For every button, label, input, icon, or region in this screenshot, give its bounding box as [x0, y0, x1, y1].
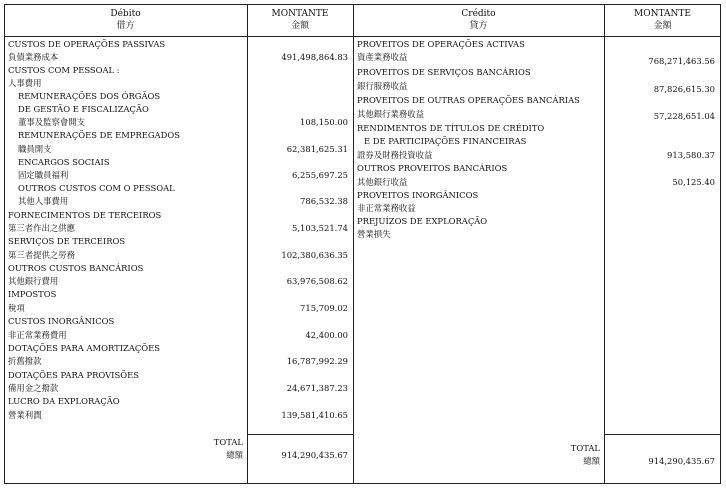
- credit-line: E DE PARTICIPAÇÕES FINANCEIRAS: [364, 136, 527, 146]
- debit-amount: 63,976,508.62: [286, 276, 348, 286]
- debit-line: LUCRO DA EXPLORAÇÃO: [8, 396, 120, 406]
- debit-line: CUSTOS INORGÂNICOS: [8, 316, 115, 326]
- credit-line: PROVEITOS INORGÂNICOS: [357, 190, 479, 200]
- debit-amount-header: [247, 8, 353, 32]
- debit-header: [4, 8, 247, 32]
- debit-line: 第三者作出之供應: [8, 223, 75, 233]
- debit-line: 備用金之撥款: [8, 383, 59, 393]
- debit-amount: 6,255,697.25: [292, 170, 348, 180]
- credit-line: PROVEITOS DE SERVIÇOS BANCÁRIOS: [357, 67, 531, 77]
- credit-line: PROVEITOS DE OUTRAS OPERAÇÕES BANCÁRIAS: [357, 95, 580, 105]
- credit-total-label-zh: 總額: [583, 456, 600, 466]
- credit-amount-header: [604, 8, 721, 32]
- debit-line: 負債業務成本: [8, 52, 59, 62]
- debit-line: DOTAÇÕES PARA AMORTIZAÇÕES: [8, 343, 161, 353]
- debit-total-label: TOTAL: [213, 437, 243, 447]
- debit-credit-divider: [353, 4, 354, 484]
- debit-line: 職員開支: [18, 144, 52, 154]
- credit-total-amount: 914,290,435.67: [648, 456, 715, 466]
- credit-line: 證券及財務投資收益: [357, 150, 433, 160]
- debit-line: REMUNERAÇÕES DE EMPREGADOS: [18, 130, 180, 140]
- debit-line: DE GESTÃO E FISCALIZAÇÃO: [18, 104, 149, 114]
- debit-amount: 16,787,992.29: [286, 356, 348, 366]
- debit-line: OUTROS CUSTOS BANCÁRIOS: [8, 263, 144, 273]
- profit-loss-statement: [4, 4, 721, 484]
- debit-title: Débito: [110, 9, 141, 19]
- credit-total-rule: [604, 434, 721, 435]
- credit-amount: 913,580.37: [667, 150, 715, 160]
- credit-amount: 50,125.40: [672, 177, 715, 187]
- debit-line: 非正常業務費用: [8, 330, 67, 340]
- debit-line: IMPOSTOS: [8, 289, 57, 299]
- debit-line: 固定職員福利: [18, 170, 69, 180]
- credit-title: Crédito: [461, 9, 496, 19]
- credit-subtitle: 貸方: [469, 21, 488, 31]
- credit-total-label: TOTAL: [570, 443, 600, 453]
- amount-subtitle: 金額: [653, 21, 672, 31]
- debit-line: CUSTOS COM PESSOAL :: [8, 65, 120, 75]
- debit-line: SERVIÇOS DE TERCEIROS: [8, 236, 126, 246]
- debit-line: 董事及監察會開支: [18, 117, 85, 127]
- debit-line: 稅項: [8, 303, 25, 313]
- debit-line: 折舊撥款: [8, 356, 42, 366]
- credit-line: 非正常業務收益: [357, 203, 416, 213]
- debit-total-amount: 914,290,435.67: [281, 450, 348, 460]
- debit-amount: 108,150.00: [300, 117, 348, 127]
- credit-amount-divider: [604, 4, 605, 484]
- credit-line: PREJUÍZOS DE EXPLORAÇÃO: [357, 216, 488, 226]
- credit-line: 其他銀行收益: [357, 177, 408, 187]
- credit-header: [353, 8, 604, 32]
- debit-amount: 715,709.02: [300, 303, 348, 313]
- debit-amount: 786,532.38: [300, 196, 348, 206]
- credit-line: PROVEITOS DE OPERAÇÕES ACTIVAS: [357, 39, 525, 49]
- credit-line: OUTROS PROVEITOS BANCÁRIOS: [357, 163, 508, 173]
- amount-title: MONTANTE: [634, 9, 691, 19]
- credit-line: 其他銀行業務收益: [357, 109, 424, 119]
- debit-line: ENCARGOS SOCIAIS: [18, 157, 110, 167]
- debit-amount: 62,381,625.31: [286, 144, 348, 154]
- amount-title: MONTANTE: [271, 9, 329, 19]
- debit-total-rule: [247, 434, 353, 435]
- header-rule: [4, 36, 721, 37]
- debit-amount: 5,103,521.74: [292, 223, 348, 233]
- credit-line: RENDIMENTOS DE TÍTULOS DE CRÉDITO: [357, 123, 545, 133]
- debit-subtitle: 借方: [116, 21, 135, 31]
- debit-line: REMUNERAÇÕES DOS ÓRGÃOS: [18, 91, 161, 101]
- credit-amount: 768,271,463.56: [648, 56, 715, 66]
- debit-line: 營業利潤: [8, 410, 42, 420]
- credit-amount: 87,826,615.30: [653, 84, 715, 94]
- debit-line: FORNECIMENTOS DE TERCEIROS: [8, 210, 162, 220]
- debit-amount: 102,380,636.35: [281, 250, 348, 260]
- debit-line: DOTAÇÕES PARA PROVISÕES: [8, 370, 139, 380]
- amount-subtitle: 金額: [290, 21, 309, 31]
- debit-total-label-zh: 總額: [226, 450, 243, 460]
- debit-line: 人事費用: [8, 78, 42, 88]
- debit-line: OUTROS CUSTOS COM O PESSOAL: [18, 183, 175, 193]
- credit-line: 資產業務收益: [357, 52, 408, 62]
- debit-amount: 139,581,410.65: [281, 410, 348, 420]
- debit-amount: 42,400.00: [305, 330, 348, 340]
- credit-line: 營業損失: [357, 229, 391, 239]
- credit-line: 銀行服務收益: [357, 81, 408, 91]
- debit-line: 第三者提供之勞務: [8, 250, 75, 260]
- debit-amount: 491,498,864.83: [281, 52, 348, 62]
- debit-amount: 24,671,387.23: [286, 383, 348, 393]
- debit-line: 其他銀行費用: [8, 276, 59, 286]
- debit-line: CUSTOS DE OPERAÇÕES PASSIVAS: [8, 39, 166, 49]
- debit-line: 其他人事費用: [18, 196, 69, 206]
- credit-amount: 57,228,651.04: [653, 111, 715, 121]
